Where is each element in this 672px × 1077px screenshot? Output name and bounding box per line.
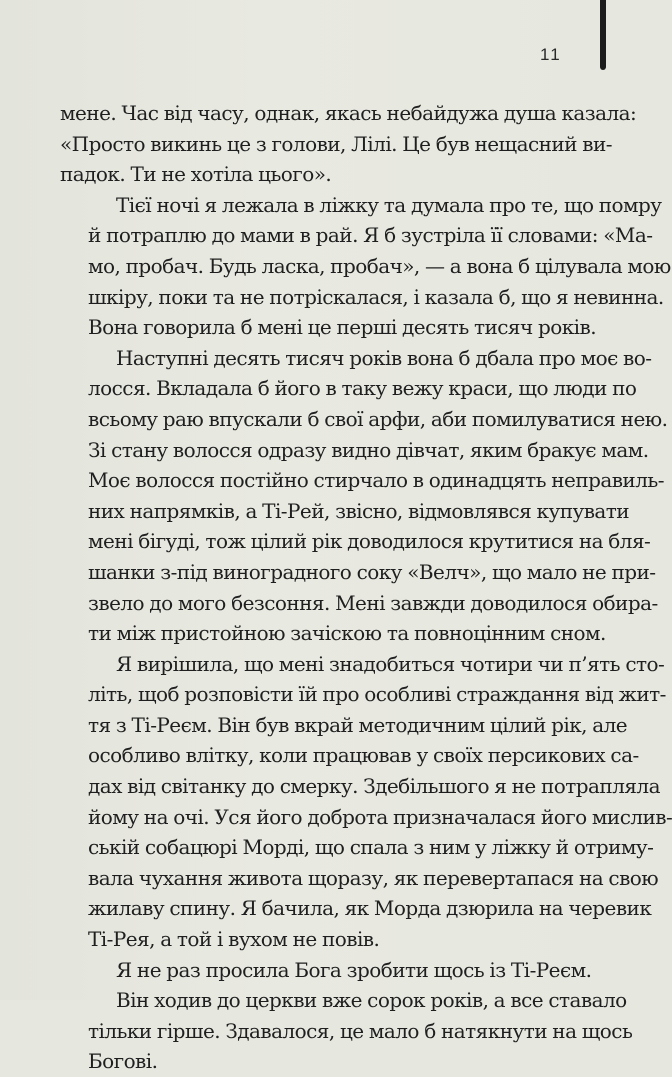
text-line: звело до мого безсоння. Мені завжди доводилося обира- <box>88 590 658 615</box>
text-line: Я не раз просила Бога зробити щось із Ті-Реєм. <box>116 957 592 982</box>
body-text <box>60 98 672 1077</box>
text-line: «Просто викинь це з голови, Лілі. Це був нещасний ви- <box>60 131 612 156</box>
text-line: них напрямків, а Ті-Рей, звісно, відмовлявся купувати <box>88 498 630 523</box>
text-line: Моє волосся постійно стирчало в одинадцять неправиль- <box>88 468 664 493</box>
text-line: шанки з-під виноградного соку «Велч», що мало не при- <box>88 559 656 584</box>
text-line: лосся. Вкладала б його в таку вежу краси, що люди по <box>88 376 637 401</box>
text-line: тя з Ті-Реєм. Він був вкрай методичним цілий рік, але <box>88 712 628 737</box>
text-line: падок. Ти не хотіла цього». <box>60 162 332 187</box>
paragraph-6 <box>60 985 633 1077</box>
text-line: шкіру, поки та не потріскалася, і казала б, що я невинна. <box>88 284 664 309</box>
text-line: всьому раю впускали б свої арфи, аби помилуватися нею. <box>88 406 668 431</box>
text-line: мо, пробач. Будь ласка, пробач», — а вона б цілувала мою <box>88 253 671 278</box>
text-line: Зі стану волосся одразу видно дівчат, яким бракує мам. <box>88 437 649 462</box>
text-line: літь, щоб розповісти їй про особливі страждання від жит- <box>88 682 666 707</box>
text-line: йому на очі. Уся його доброта призначалася його мислив- <box>88 804 672 829</box>
page-number: 11 <box>540 45 562 64</box>
text-line: дах від світанку до смерку. Здебільшого я не потрапляла <box>88 774 660 799</box>
text-line: Тієї ночі я лежала в ліжку та думала про те, що помру <box>116 192 662 217</box>
paragraph-4 <box>60 649 672 955</box>
paragraph-1 <box>60 98 637 190</box>
text-line: Ті-Рея, а той і вухом не повів. <box>88 927 380 952</box>
paragraph-5 <box>60 955 610 986</box>
text-line: вала чухання живота щоразу, як перевертапася на свою <box>88 865 659 890</box>
paragraph-2 <box>60 190 671 343</box>
text-line: Вона говорила б мені це перші десять тисяч років. <box>88 315 597 340</box>
page-edge-mark <box>600 0 606 70</box>
text-line: жилаву спину. Я бачила, як Морда дзюрила на черевик <box>88 896 652 921</box>
text-line: мене. Час від часу, однак, якась небайдужа душа казала: <box>60 101 637 125</box>
text-line: Він ходив до церкви вже сорок років, а все ставало <box>116 988 627 1013</box>
text-line: мені бігуді, тож цілий рік доводилося крутитися на бля- <box>88 529 651 554</box>
text-line: й потраплю до мами в рай. Я б зустріла її словами: «Ма- <box>88 223 653 248</box>
text-line: ти між пристойною зачіскою та повноцінним сном. <box>88 621 606 646</box>
paragraph-3 <box>60 343 668 649</box>
text-line: Богові. <box>88 1049 158 1074</box>
text-line: особливо влітку, коли працював у своїх персикових са- <box>88 743 639 768</box>
text-line: ській собацюрі Морді, що спала з ним у ліжку й отриму- <box>88 835 654 860</box>
text-line: Я вирішила, що мені знадобиться чотири чи п’ять сто- <box>116 651 665 676</box>
text-line: тільки гірше. Здавалося, це мало б натякнути на щось <box>88 1018 633 1043</box>
text-line: Наступні десять тисяч років вона б дбала про моє во- <box>116 345 652 370</box>
